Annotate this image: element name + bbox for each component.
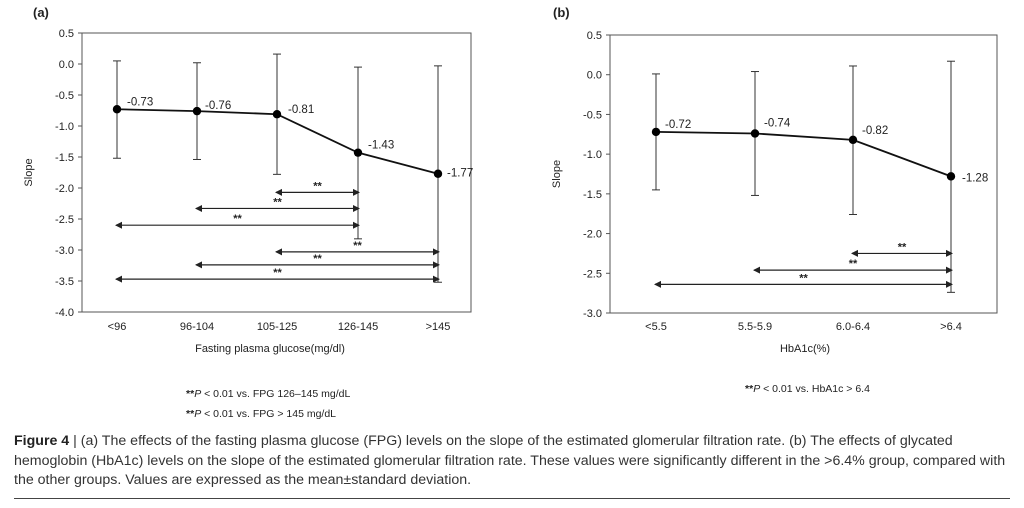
data-point [113,105,121,113]
arrowhead-right [433,276,440,283]
panel-b-label: (b) [553,5,570,20]
panel-b-plot-frame [610,35,997,313]
footnote-mark: ** [186,388,195,400]
arrowhead-left [753,267,760,274]
footnote-text: < 0.01 vs. FPG > 145 mg/dL [201,408,337,420]
y-tick-label: 0.5 [58,28,74,40]
y-tick-label: -3.0 [583,308,602,320]
figure-caption-separator: | [69,433,81,449]
panel-a-label: (a) [33,5,49,20]
data-label: -1.43 [368,139,395,152]
y-tick-label: 0.0 [58,59,74,71]
data-point [849,136,857,144]
data-label: -0.72 [665,118,692,131]
y-tick-label: -2.5 [55,214,74,226]
y-tick-label: -1.0 [583,149,602,162]
x-tick-label: >145 [425,321,451,333]
x-tick-label: 105-125 [256,321,298,333]
arrowhead-right [946,267,953,274]
arrowhead-left [275,189,282,196]
data-point [354,148,362,156]
data-label: -1.77 [447,167,474,180]
y-tick-label: -2.0 [583,228,602,241]
x-tick-label: 5.5-5.9 [737,321,773,333]
x-tick-label: 6.0-6.4 [835,321,871,333]
significance-label: ** [313,180,322,193]
y-tick-label: -0.5 [55,90,74,102]
arrowhead-left [654,281,661,288]
significance-label: ** [353,239,362,252]
data-point [652,128,660,136]
data-point [434,170,442,178]
significance-label: ** [233,213,242,226]
footnote [186,408,336,420]
arrowhead-left [195,205,202,212]
footnote-text: < 0.01 vs. HbA1c > 6.4 [760,383,870,395]
panel-a-y-axis-label: Slope [23,158,35,187]
data-label: -0.81 [288,104,315,117]
y-tick-label: -3.0 [55,245,74,257]
y-tick-label: -2.0 [55,183,74,195]
data-point [751,129,759,137]
data-label: -0.82 [862,124,889,137]
data-label: -0.76 [205,100,232,113]
footnote [745,383,870,395]
y-tick-label: -2.5 [583,268,602,281]
y-tick-label: 0.5 [586,30,602,42]
arrowhead-left [115,276,122,283]
footnote-p: P [194,408,202,420]
y-tick-label: -3.5 [55,276,74,288]
panel-b-x-axis-label: HbA1c(%) [779,343,831,355]
footnote-p: P [194,388,202,400]
footnote-text: < 0.01 vs. FPG 126–145 mg/dL [201,388,351,400]
data-point [947,172,955,180]
figure-caption-text: (a) The effects of the fasting plasma glucose (FPG) levels on the slope of the estimated glomerular filtration rate. (b) The effects of glycated hemoglobin (HbA1c) levels on the slope of the estimated glomerular filtration rate. These values were significantly different in the >6.4% group, compared with the other groups. Values are expressed as the mean±standard deviation. [14,433,1006,488]
data-label: -0.73 [127,96,154,109]
data-label: -1.28 [962,172,989,185]
data-point [273,110,281,118]
arrowhead-right [946,250,953,257]
footnote [186,388,350,400]
x-tick-label: <5.5 [645,321,667,333]
y-tick-label: -1.0 [55,121,74,133]
arrowhead-left [851,250,858,257]
x-tick-label: <96 [107,321,127,333]
footnote-mark: ** [186,408,195,420]
arrowhead-left [195,261,202,268]
series-line [656,132,951,176]
significance-label: ** [848,258,858,271]
panel-a-x-axis-label: Fasting plasma glucose(mg/dl) [195,343,345,355]
x-tick-label: >6.4 [940,321,962,333]
arrowhead-right [946,281,953,288]
arrowhead-right [353,222,360,229]
panel-b-y-axis-label: Slope [551,159,563,189]
y-tick-label: -0.5 [583,109,602,122]
significance-label: ** [799,272,808,285]
y-tick-label: -1.5 [55,152,74,164]
arrowhead-left [115,222,122,229]
arrowhead-right [433,261,440,268]
arrowhead-right [353,189,360,196]
data-point [193,107,201,115]
footnote-p: P [753,383,761,395]
y-tick-label: -4.0 [55,307,74,319]
x-tick-label: 126-145 [337,321,379,333]
significance-label: ** [313,252,322,265]
data-label: -0.74 [764,117,791,130]
arrowhead-right [433,248,440,255]
significance-label: ** [897,241,907,254]
figure-caption [14,432,1010,491]
y-tick-label: -1.5 [583,188,602,201]
caption-rule [14,498,1010,499]
x-tick-label: 96-104 [179,321,215,333]
y-tick-label: 0.0 [586,69,602,82]
significance-label: ** [273,267,282,280]
figure-caption-label: Figure 4 [14,433,70,449]
significance-label: ** [273,196,282,209]
footnote-mark: ** [745,383,754,395]
arrowhead-right [353,205,360,212]
arrowhead-left [275,248,282,255]
